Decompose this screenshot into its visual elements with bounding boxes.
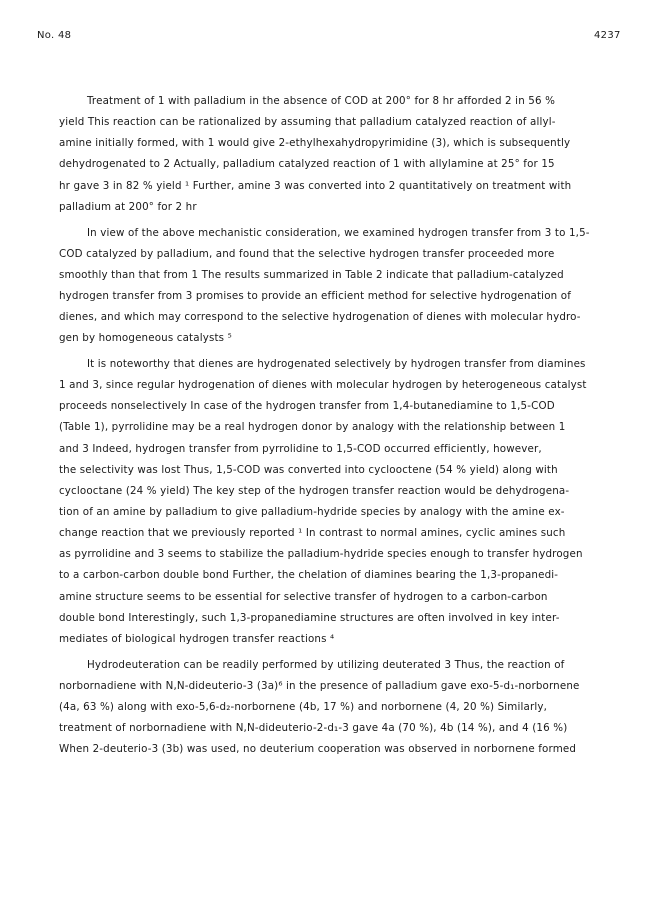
text-line: the selectivity was lost Thus, 1,5-COD was converted into cyclooctene (54 % yield) along with bbox=[59, 463, 558, 476]
text-line: dehydrogenated to 2 Actually, palladium catalyzed reaction of 1 with allylamine at 25° for 15 bbox=[59, 158, 555, 171]
text-line: yield This reaction can be rationalized by assuming that palladium catalyzed reaction of allyl- bbox=[59, 116, 556, 129]
text-line: cyclooctane (24 % yield) The key step of the hydrogen transfer reaction would be dehydrogena- bbox=[59, 484, 570, 497]
text-line: norbornadiene with N,N-dideuterio-3 (3a)⁶ in the presence of palladium gave exo-5-d₁-norbornene bbox=[59, 679, 580, 692]
text-line: COD catalyzed by palladium, and found that the selective hydrogen transfer proceeded more bbox=[59, 247, 555, 260]
text-line: (Table 1), pyrrolidine may be a real hydrogen donor by analogy with the relationship between 1 bbox=[59, 421, 566, 434]
text-line: to a carbon-carbon double bond Further, the chelation of diamines bearing the 1,3-propanedi- bbox=[59, 569, 559, 582]
text-line: Hydrodeuteration can be readily performed by utilizing deuterated 3 Thus, the reaction of bbox=[87, 658, 565, 671]
paragraph-1 bbox=[59, 91, 619, 218]
text-line: gen by homogeneous catalysts ⁵ bbox=[59, 332, 232, 345]
text-line: When 2-deuterio-3 (3b) was used, no deuterium cooperation was observed in norbornene formed bbox=[59, 743, 577, 756]
paragraph-3 bbox=[59, 354, 619, 650]
text-line: double bond Interestingly, such 1,3-propanediamine structures are often involved in key inter- bbox=[59, 611, 560, 624]
text-line: hydrogen transfer from 3 promises to provide an efficient method for selective hydrogenation of bbox=[59, 289, 571, 302]
text-line: smoothly than that from 1 The results summarized in Table 2 indicate that palladium-catalyzed bbox=[59, 268, 564, 281]
text-line: tion of an amine by palladium to give palladium-hydride species by analogy with the amine ex- bbox=[59, 506, 565, 519]
text-line: amine structure seems to be essential for selective transfer of hydrogen to a carbon-carbon bbox=[59, 590, 548, 603]
text-line: mediates of biological hydrogen transfer reactions ⁴ bbox=[59, 632, 335, 645]
text-line: amine initially formed, with 1 would give 2-ethylhexahydropyrimidine (3), which is subsequently bbox=[59, 137, 571, 150]
paragraph-2 bbox=[59, 223, 619, 350]
text-line: and 3 Indeed, hydrogen transfer from pyrrolidine to 1,5-COD occurred efficiently, however, bbox=[59, 442, 542, 455]
paragraph-4 bbox=[59, 655, 619, 761]
text-line: It is noteworthy that dienes are hydrogenated selectively by hydrogen transfer from diamines bbox=[87, 358, 586, 371]
text-line: (4a, 63 %) along with exo-5,6-d₂-norbornene (4b, 17 %) and norbornene (4, 20 %) Similarly, bbox=[59, 701, 548, 713]
text-line: hr gave 3 in 82 % yield ¹ Further, amine 3 was converted into 2 quantitatively on treatment with bbox=[59, 179, 572, 192]
text-line: palladium at 200° for 2 hr bbox=[59, 200, 197, 213]
text-line: proceeds nonselectively In case of the hydrogen transfer from 1,4-butanediamine to 1,5-COD bbox=[59, 400, 555, 413]
text-line: change reaction that we previously reported ¹ In contrast to normal amines, cyclic amines such bbox=[59, 527, 566, 540]
text-line: In view of the above mechanistic consideration, we examined hydrogen transfer from 3 to 1,5- bbox=[87, 226, 590, 239]
text-line: dienes, and which may correspond to the selective hydrogenation of dienes with molecular hydro- bbox=[59, 311, 581, 324]
page-number: 4237 bbox=[594, 30, 621, 41]
text-line: Treatment of 1 with palladium in the absence of COD at 200° for 8 hr afforded 2 in 56 % bbox=[87, 95, 556, 107]
journal-issue-number: No. 48 bbox=[37, 30, 72, 41]
text-line: as pyrrolidine and 3 seems to stabilize the palladium-hydride species enough to transfer hydrogen bbox=[59, 548, 583, 561]
text-line: 1 and 3, since regular hydrogenation of dienes with molecular hydrogen by heterogeneous catalyst bbox=[59, 379, 587, 392]
article-body bbox=[59, 91, 619, 765]
text-line: treatment of norbornadiene with N,N-dideuterio-2-d₁-3 gave 4a (70 %), 4b (14 %), and 4 (16 %) bbox=[59, 722, 568, 735]
